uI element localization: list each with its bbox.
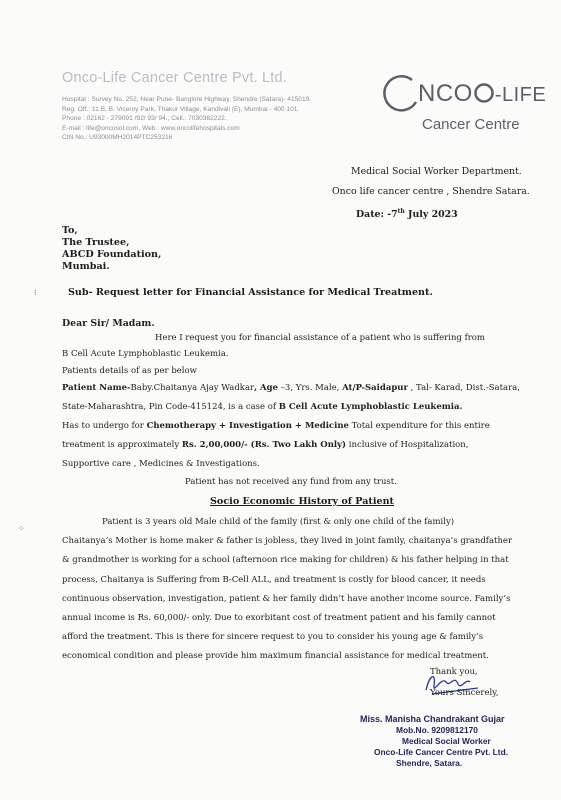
margin-mark: ⁝ [34,288,37,297]
patient-line-1: Patient Name-Baby.Chaitanya Ajay Wadkar, Age –3, Yrs. Male, At/P-Saidapur , Tal- Karad, Dist.-Satara, [62,383,520,393]
closing-sincerely: Yours Sincerely, [430,688,499,698]
salutation: Dear Sir/ Madam. [62,318,155,329]
stamp-designation: Medical Social Worker [402,736,491,746]
stamp-mobile: Mob.No. 9209812170 [396,725,478,735]
onco-life-logo [382,72,554,142]
letter-date: Date: -7th July 2023 [356,208,458,221]
centre-line: Onco life cancer centre , Shendre Satara. [332,186,530,197]
socio-line-2: Chaitanya’s Mother is home maker & father is jobless, they lived in joint family, chaitanya’s grandfather [62,536,513,546]
letterhead-phone: Phone : 02162 - 279091 /92/ 93/ 94., Cell.: 7030362222. [62,115,227,123]
addressee-title: The Trustee, [62,237,130,248]
stamp-organisation: Onco-Life Cancer Centre Pvt. Ltd. [374,747,509,757]
department-line: Medical Social Worker Department. [351,166,522,177]
intro-line-2: B Cell Acute Lymphoblastic Leukemia. [62,349,229,359]
treatment-line-3: Supportive care , Medicines & Investigations. [62,459,260,469]
socio-line-8: economical condition and please provide him maximum financial assistance for medical treatment. [62,651,489,661]
socio-line-1: Patient is 3 years old Male child of the family (first & only one child of the family) [102,517,455,527]
stamp-location: Shendre, Satara. [396,758,463,768]
socio-line-5: continuous observation, investigation, patient & her family didn’t have another income source. Family’s [62,594,511,604]
treatment-line-2: treatment is approximately Rs. 2,00,000/- (Rs. Two Lakh Only) inclusive of Hospitalization, [62,440,469,450]
letterhead-reg-office: Reg. Off.: 11 B, B. Viceroy Park, Thakur Village, Kandivali (E), Mumbai - 400 101. [62,105,300,113]
intro-line-1: Here I request you for financial assistance of a patient who is suffering from [155,333,485,343]
treatment-line-1: Has to undergo for Chemotherapy + Investigation + Medicine Total expenditure for this entire [62,421,490,431]
addressee-block [62,225,161,273]
socio-line-6: annual income is Rs. 60,000/- only. Due to exorbitant cost of treatment patient and his family cannot [62,613,496,623]
signatory-stamp [360,714,560,769]
subject-line: Sub- Request letter for Financial Assistance for Medical Treatment. [68,287,433,298]
intro-line-3: Patients details of as per below [62,366,197,376]
logo-subtitle: Cancer Centre [422,116,520,133]
logo-dot-icon [473,82,495,104]
patient-line-2: State-Maharashtra, Pin Code-415124, is a case of B Cell Acute Lymphoblastic Leukemia. [62,402,463,412]
letterhead-email-web: E-mail : life@oncosol.com, Web.: www.oncolifehospitals.com [62,124,240,132]
no-fund-line: Patient has not received any fund from any trust. [185,477,397,487]
margin-mark-2: ⁘ [18,524,25,533]
socio-line-4: process, Chaitanya is Suffering from B-Cell ALL, and treatment is costly for blood cancer, it needs [62,575,486,585]
socio-line-7: afford the treatment. This is there for sincere request to you to consider his young age & family’s [62,632,484,642]
letterhead-details [62,95,382,143]
letterhead-hospital-address: Hospital : Survey No. 252, Near Pune- Banglore Highway, Shendre (Satara)- 415019. [62,96,312,103]
letterhead-cin: CIN No.: U93000MH2014PTC253216 [62,134,173,142]
addressee-org: ABCD Foundation, [62,249,162,260]
addressee-city: Mumbai. [62,261,110,272]
logo-nco: NCO [418,80,473,107]
logo-wordmark [418,80,546,108]
socio-heading: Socio Economic History of Patient [210,496,394,507]
socio-line-3: & grandmother is working for a school (afternoon rice making for children) & his father helping in that [62,555,509,565]
letterhead-title: Onco-Life Cancer Centre Pvt. Ltd. [62,70,288,86]
addressee-to: To, [62,225,78,236]
closing-thanks: Thank you, [430,667,478,677]
stamp-name: Miss. Manisha Chandrakant Gujar [360,714,505,724]
logo-life: -LIFE [494,84,547,106]
